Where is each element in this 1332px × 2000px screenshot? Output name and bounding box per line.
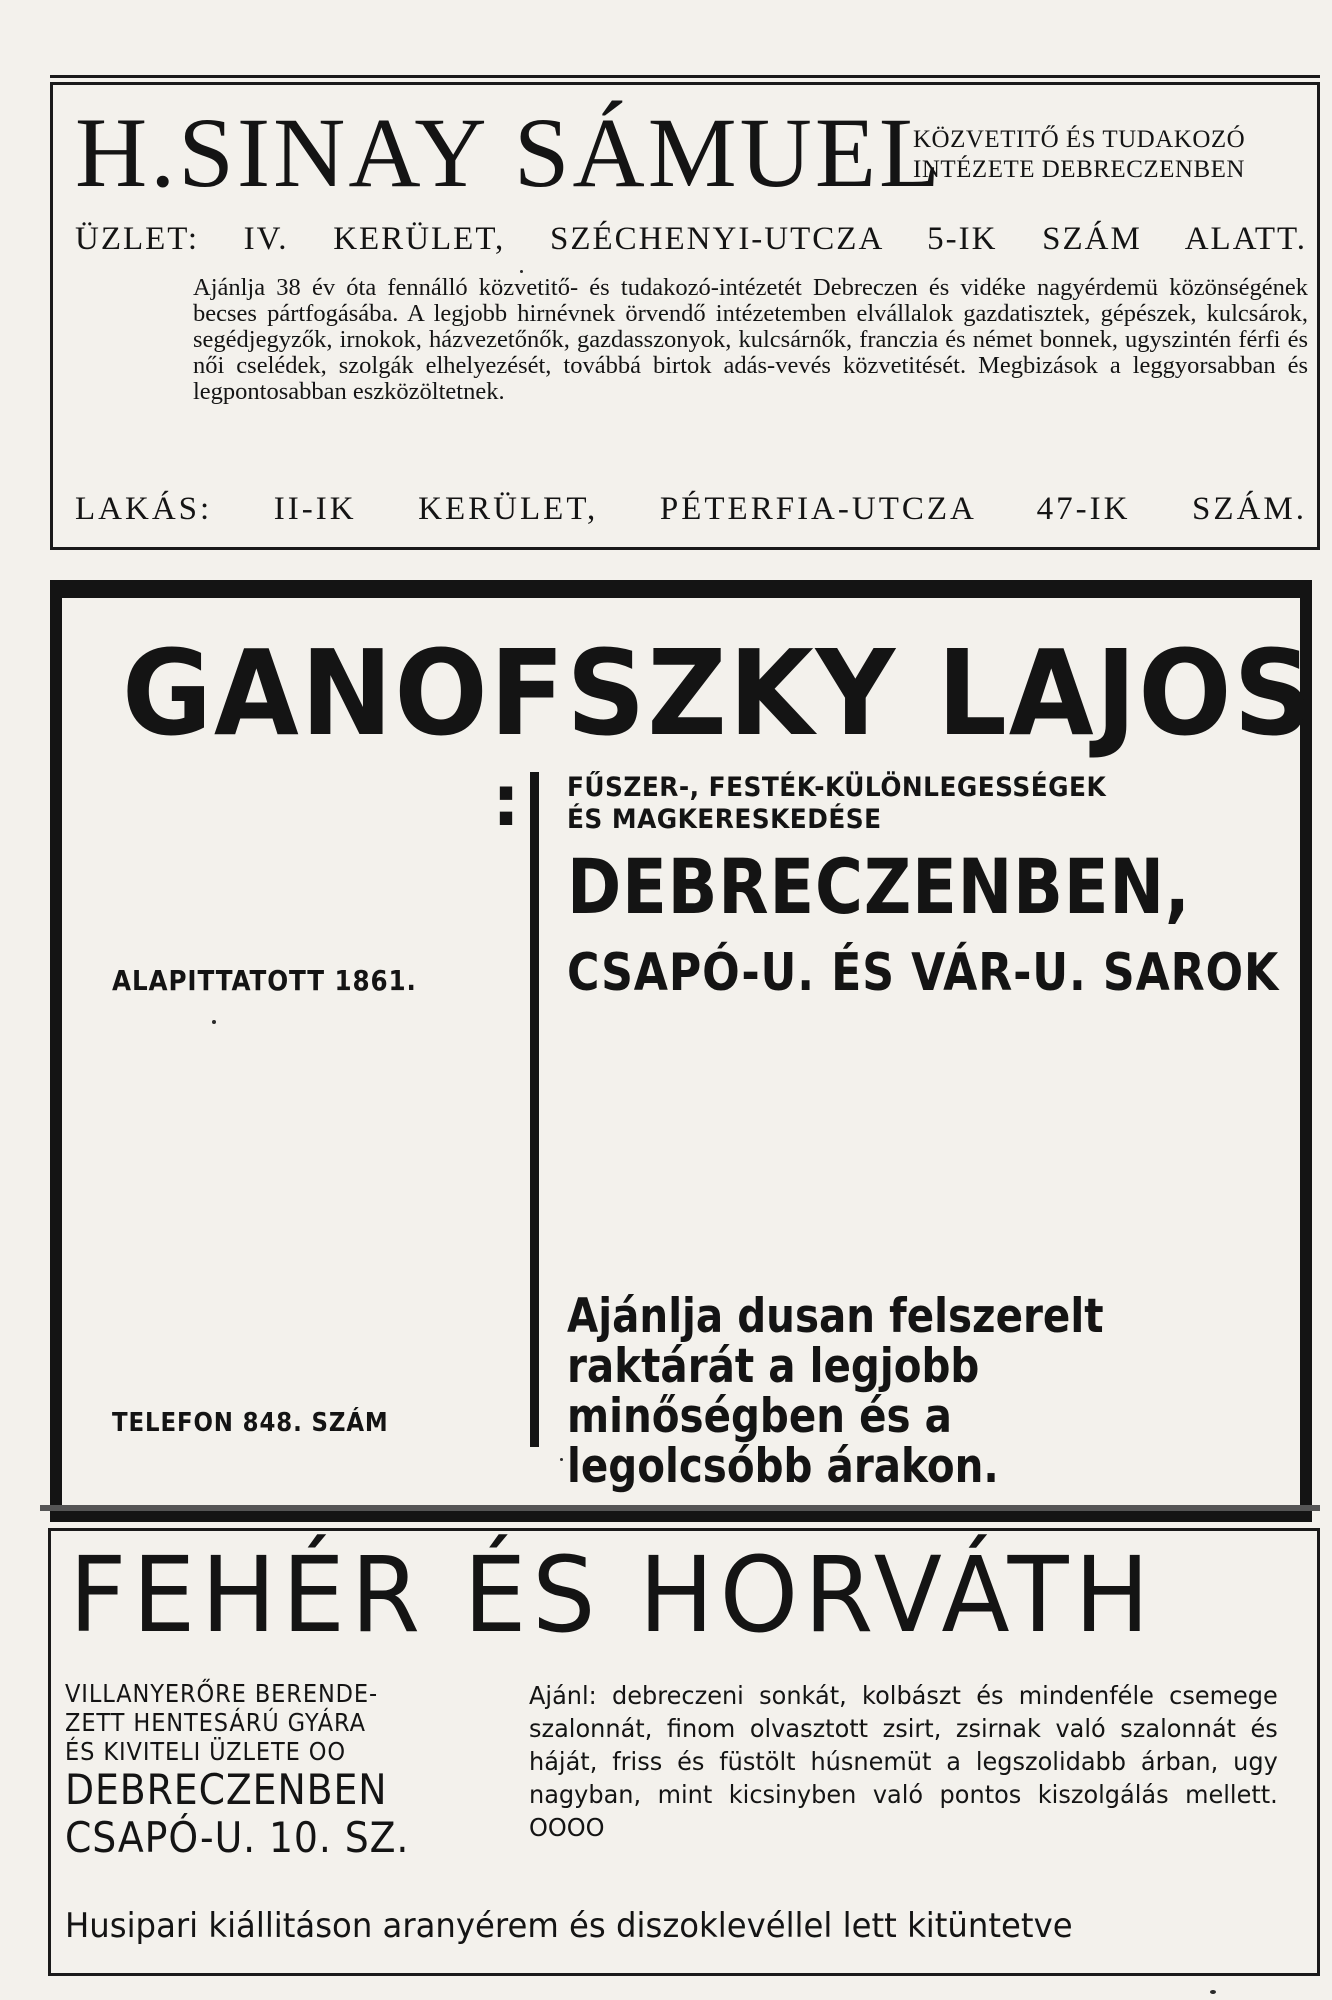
colon-ornament: : xyxy=(492,760,520,842)
ad-sinay-samuel xyxy=(50,82,1320,550)
category-line-1: FŰSZER-, FESTÉK-KÜLÖNLEGESSÉGEK xyxy=(567,772,1107,803)
offer-text: Ajánlja dusan felszerelt raktárát a legjobb minőségben és a legolcsóbb árakon. xyxy=(567,1289,1104,1494)
description-line-3: ÉS KIVITELI ÜZLETE OO xyxy=(65,1737,347,1766)
ad-ganofszky-lajos xyxy=(50,580,1315,1522)
founded-year: ALAPITTATOTT 1861. xyxy=(112,964,417,997)
separator-rule xyxy=(40,1505,1320,1511)
paper-speck xyxy=(1210,1990,1216,1994)
offer-text: Ajánl: debreczeni sonkát, kolbászt és mindenféle csemege szalonnát, finom olvasztott zsirt, zsirnak való szalonnát és háját, friss és füstölt húsnemüt a legszolidabb árban, ugy nagyban, mint kicsinyben való pontos kiszolgálás mellett. OOOO xyxy=(529,1681,1278,1842)
paper-speck xyxy=(520,270,523,273)
tagline-line-2: INTÉZETE DEBRECZENBEN xyxy=(913,156,1245,183)
city-name: DEBRECZENBEN, xyxy=(567,842,1191,931)
top-rule xyxy=(50,75,1320,78)
street-address: CSAPÓ-U. 10. SZ. xyxy=(65,1813,410,1862)
advertiser-name: H.SINAY SÁMUEL xyxy=(75,97,944,208)
description-line-1: VILLANYERŐRE BERENDE- xyxy=(65,1679,379,1708)
category-line-2: ÉS MAGKERESKEDÉSE xyxy=(567,804,882,835)
column-divider xyxy=(530,772,539,1447)
ad-feher-es-horvath xyxy=(48,1528,1320,1976)
paper-speck xyxy=(212,1020,216,1024)
tagline-line-1: KÖZVETITŐ ÉS TUDAKOZÓ xyxy=(913,126,1246,153)
home-address: LAKÁS: II-IK KERÜLET, PÉTERFIA-UTCZA 47-IK SZÁM. xyxy=(75,491,1307,527)
business-description xyxy=(65,1679,443,1862)
ad-body-text: Ajánlja 38 év óta fennálló közvetitő- és tudakozó-intézetét Debreczen és vidéke nagyérdemü közönségének becses pártfogásába. A legjobb hirnévnek örvendő intézetemben elvállalok gazdatisztek, gépészek, kulcsárok, segédjegyzők, irnokok, házvezetőnők, gazdasszonyok, kulcsárnők, franczia és német bonnek, ugyszintén férfi és női cselédek, szolgák elhelyezését, továbbá birtok adás-vevés közvetitését. Megbizások a leggyorsabban és legpontosabban eszközöltetnek. xyxy=(193,274,1308,405)
city-name: DEBRECZENBEN xyxy=(65,1765,388,1814)
description-line-2: ZETT HENTESÁRÚ GYÁRA xyxy=(65,1708,366,1737)
shop-address: ÜZLET: IV. KERÜLET, SZÉCHENYI-UTCZA 5-IK SZÁM ALATT. xyxy=(75,221,1307,257)
business-category xyxy=(567,772,1211,836)
advertiser-tagline xyxy=(913,125,1313,185)
advertiser-name: GANOFSZKY LAJOS xyxy=(122,624,1315,762)
street-corner: CSAPÓ-U. ÉS VÁR-U. SAROK xyxy=(567,943,1280,1003)
paper-speck xyxy=(560,1458,563,1461)
top-band xyxy=(62,592,1300,598)
phone-number: TELEFON 848. SZÁM xyxy=(112,1408,389,1438)
advertiser-name: FEHÉR ÉS HORVÁTH xyxy=(69,1534,1156,1656)
award-line: Husipari kiállitáson aranyérem és diszoklevéllel lett kitüntetve xyxy=(65,1906,1073,1946)
